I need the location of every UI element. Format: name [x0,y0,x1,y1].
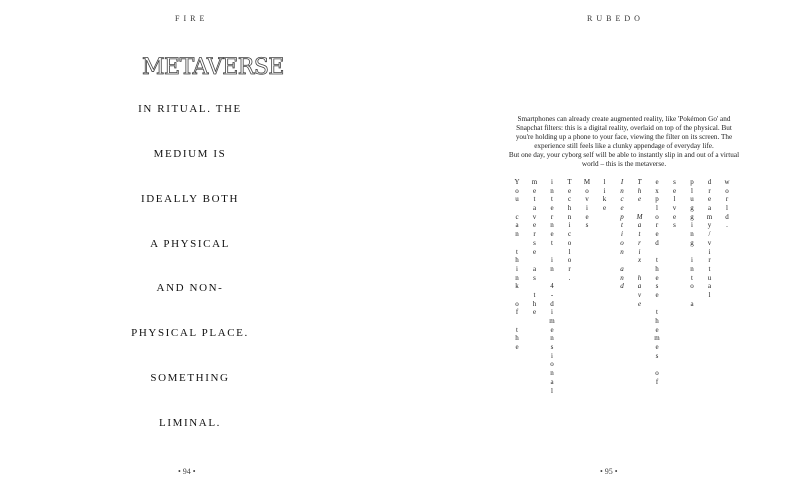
vertical-letter: l [551,386,553,395]
vertical-column [530,178,540,317]
vertical-letter: l [568,247,571,256]
vertical-letter: o [567,256,572,265]
vertical-letter: e [532,186,537,195]
pull-quote-line: A PHYSICAL [150,238,230,250]
vertical-letter: t [551,238,553,247]
running-head-left: FIRE [175,14,209,23]
vertical-letter [652,248,662,257]
vertical-letter: i [551,256,553,265]
vertical-letter: a [532,264,537,273]
vertical-letter [512,291,522,300]
vertical-letter [547,274,557,283]
vertical-letter: e [550,230,554,239]
vertical-letter: l [708,290,711,299]
vertical-column [652,178,662,387]
vertical-letter: r [708,256,711,265]
vertical-letter: n [550,221,554,230]
vertical-letter: h [637,186,642,195]
vertical-letter: r [550,212,554,221]
vertical-letter: g [690,212,694,221]
vertical-letter: a [707,282,712,291]
vertical-column [582,178,592,230]
vertical-letter: t [533,195,536,204]
vertical-letter: l [603,178,606,186]
vertical-letter: i [568,221,571,230]
vertical-letter: n [567,212,572,221]
vertical-letter: n [620,273,624,282]
vertical-letter: e [602,204,607,213]
vertical-letter: s [673,178,676,186]
vertical-letter [530,256,540,265]
vertical-letter: d [725,212,729,221]
vertical-letter [617,256,627,265]
vertical-column [722,178,732,230]
vertical-letter: d [655,238,659,247]
vertical-letter: i [691,256,693,265]
vertical-letter: i [708,247,711,256]
pull-quote-line: MEDIUM IS [153,148,227,160]
vertical-letter [547,248,557,257]
vertical-letter: a [637,282,642,291]
vertical-letter: t [621,221,623,230]
vertical-letter: i [551,308,553,317]
vertical-letter: t [516,325,518,334]
chapter-title: METAVERSE [142,55,284,80]
vertical-letter: s [585,221,589,230]
vertical-letter [530,282,540,291]
vertical-letter: e [567,186,572,195]
vertical-letter [652,300,662,309]
vertical-letter: e [550,325,554,334]
vertical-letter: t [516,247,518,256]
vertical-letter: e [532,308,537,317]
vertical-letter: g [690,238,694,247]
vertical-letter: a [637,221,642,230]
vertical-letter: e [550,204,554,213]
vertical-column [547,178,557,395]
vertical-letter: e [672,212,677,221]
running-head-right: RUBEDO [587,14,644,23]
vertical-letter: n [550,334,554,343]
vertical-letter: d [707,178,712,186]
vertical-letter: w [724,178,730,186]
vertical-letter: h [515,256,519,265]
vertical-letter: t [708,264,711,273]
vertical-column [512,178,522,352]
vertical-letter: r [655,221,659,230]
vertical-letter: - [550,290,554,299]
vertical-column [600,178,610,213]
vertical-letter: r [568,264,571,273]
vertical-letter: c [567,230,572,239]
vertical-letter: g [690,204,694,213]
vertical-column [617,178,627,291]
vertical-letter: t [691,273,693,282]
vertical-letter: x [637,256,642,265]
vertical-letter: Y [514,178,520,186]
vertical-letter: t [533,290,536,299]
vertical-letter [512,239,522,248]
vertical-letter: n [620,247,624,256]
vertical-letter: o [585,186,589,195]
vertical-column [705,178,715,300]
vertical-letter [687,291,697,300]
pull-quote-line: LIMINAL. [159,417,221,429]
vertical-letter: s [673,221,676,230]
vertical-letter: x [655,186,659,195]
vertical-letter: 4 [550,282,554,291]
vertical-letter: . [568,273,571,282]
vertical-letter: T [567,178,572,186]
pull-quote-line: PHYSICAL PLACE. [131,327,249,339]
page-number-right: • 95 • [600,467,618,476]
vertical-letter: M [636,212,643,221]
vertical-letter: s [533,238,536,247]
vertical-letter: e [637,299,642,308]
vertical-letter: n [550,186,554,195]
vertical-letter: e [655,273,659,282]
vertical-letter [687,248,697,257]
vertical-letter: s [655,351,659,360]
vertical-letter: o [725,186,729,195]
vertical-letter: r [638,238,641,247]
vertical-letter: v [532,212,537,221]
vertical-letter: e [655,325,659,334]
vertical-letter: e [655,343,659,352]
pull-quote-line: IDEALLY BOTH [140,193,240,205]
vertical-letter: n [515,230,519,239]
vertical-letter: t [638,230,641,239]
vertical-letter: h [637,273,642,282]
vertical-letter: n [690,264,694,273]
vertical-letter: h [532,299,537,308]
vertical-letter: o [655,212,659,221]
vertical-letter [512,317,522,326]
vertical-letter: m [654,334,660,343]
vertical-letter: a [515,221,519,230]
vertical-column [635,178,645,308]
vertical-letter: i [603,186,606,195]
vertical-letter: o [515,186,519,195]
vertical-letter: s [533,273,536,282]
vertical-letter: a [690,299,694,308]
vertical-letter [635,265,645,274]
vertical-letter: f [515,308,519,317]
vertical-letter: v [672,204,677,213]
vertical-letter: / [708,230,711,239]
pull-quote-line: SOMETHING [150,372,230,384]
body-paragraph: But one day, your cyborg self will be able to instantly slip in and out of a virtual world – this is the metaverse. [508,151,740,168]
vertical-letter: s [550,343,554,352]
vertical-letter: i [551,178,553,186]
vertical-letter: i [516,264,518,273]
vertical-letter: d [620,282,624,291]
vertical-letter: c [620,195,624,204]
vertical-letter: o [567,238,572,247]
right-page [400,0,800,494]
vertical-letter: o [515,299,519,308]
vertical-letter: d [550,299,554,308]
vertical-letter [652,360,662,369]
vertical-letter: s [655,282,659,291]
vertical-letter: i [691,221,693,230]
body-paragraph: Smartphones can already create augmented reality, like 'Pokémon Go' and Snapchat filters: this is a digital reality, overlaid on top of the physical. But you're holding up a phone to your face, viewing the filter on its screen. The experience still feels like a clunky appendage of everyday life. [515,115,733,150]
vertical-letter: k [515,282,519,291]
pull-quote-line: AND NON- [156,282,224,294]
vertical-letter: l [656,204,658,213]
vertical-column [670,178,680,230]
vertical-letter: m [706,212,713,221]
vertical-letter: n [550,264,554,273]
vertical-letter: t [656,308,658,317]
pull-quote-line: IN RITUAL. THE [138,103,242,115]
vertical-letter: e [515,343,519,352]
vertical-letter: h [515,334,519,343]
vertical-letter: m [531,178,538,186]
body-text [508,115,740,169]
vertical-column [687,178,697,308]
vertical-letter: T [637,178,642,186]
vertical-letter: u [707,273,712,282]
vertical-letter: i [551,351,553,360]
vertical-letter: o [550,360,554,369]
vertical-letter: c [515,212,519,221]
vertical-letter: a [550,377,554,386]
vertical-letter: i [638,247,641,256]
vertical-letter: h [567,204,572,213]
vertical-letter: p [655,195,659,204]
vertical-letter: e [655,178,659,186]
vertical-letter: r [533,230,536,239]
vertical-letter: . [726,221,728,230]
vertical-text-columns [512,178,742,395]
vertical-letter: u [690,195,694,204]
vertical-letter: h [655,264,659,273]
vertical-letter: e [655,290,659,299]
vertical-letter: e [655,230,659,239]
vertical-letter: l [673,195,676,204]
vertical-letter: p [620,212,624,221]
vertical-letter: M [583,178,591,186]
vertical-letter: e [585,212,589,221]
vertical-letter: a [707,204,712,213]
vertical-letter: o [655,369,659,378]
page-number-left: • 94 • [178,467,196,476]
vertical-letter: u [515,195,519,204]
vertical-letter: l [691,186,693,195]
vertical-column [565,178,575,282]
vertical-letter: a [532,204,537,213]
vertical-letter: o [620,238,624,247]
vertical-letter: e [532,221,537,230]
vertical-letter: r [725,195,729,204]
vertical-letter: m [549,317,555,325]
vertical-letter: e [637,195,642,204]
vertical-letter: e [672,186,677,195]
vertical-letter: e [532,247,537,256]
vertical-letter: v [707,238,712,247]
vertical-letter: n [515,273,519,282]
vertical-letter: e [620,204,624,213]
vertical-letter: h [655,317,659,325]
vertical-letter [635,204,645,213]
vertical-letter: l [726,204,728,213]
vertical-letter: y [707,221,712,230]
vertical-letter: n [690,230,694,239]
vertical-letter: i [621,230,623,239]
vertical-letter: p [690,178,694,186]
vertical-letter: v [585,195,589,204]
vertical-letter [512,204,522,213]
vertical-letter: c [567,195,572,204]
vertical-letter: v [637,290,642,299]
vertical-letter: I [620,178,624,186]
vertical-letter: t [551,195,553,204]
vertical-letter: r [708,186,711,195]
vertical-letter: n [620,186,624,195]
vertical-letter: k [602,195,607,204]
vertical-letter: a [620,264,624,273]
vertical-letter: n [550,369,554,378]
vertical-letter: o [690,282,694,291]
vertical-letter: e [707,195,712,204]
vertical-letter: f [655,377,659,386]
vertical-letter: t [656,256,658,265]
vertical-letter: i [586,204,588,213]
